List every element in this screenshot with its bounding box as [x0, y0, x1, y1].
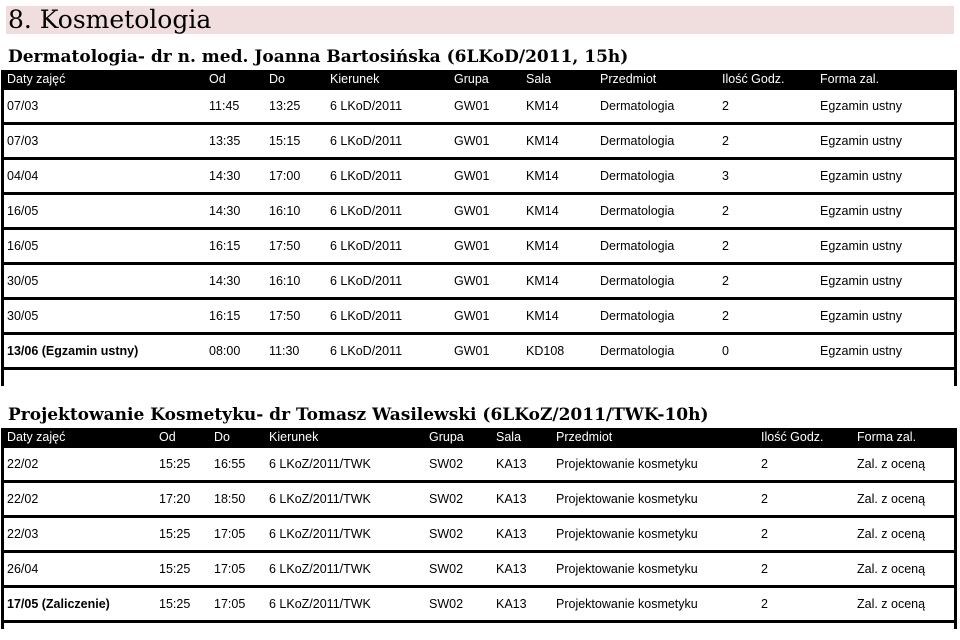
col-header-forma: Forma zal.	[814, 70, 957, 89]
col-header-przedmiot: Przedmiot	[550, 428, 755, 447]
table-row	[1, 299, 957, 334]
cell-sala: KA13	[490, 517, 550, 552]
cell-godz: 2	[716, 194, 814, 229]
col-header-sala: Sala	[520, 70, 594, 89]
cell-sala: KM14	[520, 264, 594, 299]
cell-forma: Egzamin ustny	[814, 124, 957, 159]
schedule-table-projektowanie	[1, 428, 957, 623]
cell-godz: 2	[716, 89, 814, 124]
cell-kierunek: 6 LKoD/2011	[324, 334, 448, 369]
cell-kierunek: 6 LKoD/2011	[324, 299, 448, 334]
table-row	[1, 229, 957, 264]
cell-przedmiot: Projektowanie kosmetyku	[550, 552, 755, 587]
col-header-kierunek: Kierunek	[263, 428, 423, 447]
cell-kierunek: 6 LKoD/2011	[324, 264, 448, 299]
cell-date: 22/02	[1, 447, 153, 482]
col-header-godz: Ilość Godz.	[716, 70, 814, 89]
cell-forma: Egzamin ustny	[814, 194, 957, 229]
cell-forma: Egzamin ustny	[814, 334, 957, 369]
cell-przedmiot: Dermatologia	[594, 194, 716, 229]
cell-forma: Egzamin ustny	[814, 89, 957, 124]
cell-godz: 0	[716, 334, 814, 369]
cell-forma: Egzamin ustny	[814, 159, 957, 194]
cell-sala: KM14	[520, 124, 594, 159]
cell-from: 08:00	[203, 334, 263, 369]
cell-to: 15:15	[263, 124, 324, 159]
cell-sala: KA13	[490, 447, 550, 482]
cell-to: 16:10	[263, 264, 324, 299]
cell-date: 30/05	[1, 299, 203, 334]
cell-from: 14:30	[203, 159, 263, 194]
cell-przedmiot: Dermatologia	[594, 264, 716, 299]
page-heading: 8. Kosmetologia	[6, 6, 954, 34]
col-header-grupa: Grupa	[423, 428, 490, 447]
cell-date: 22/02	[1, 482, 153, 517]
cell-to: 17:50	[263, 229, 324, 264]
cell-sala: KA13	[490, 482, 550, 517]
cell-forma: Zal. z oceną	[851, 587, 957, 622]
cell-to: 17:50	[263, 299, 324, 334]
cell-grupa: GW01	[448, 299, 520, 334]
cell-sala: KM14	[520, 89, 594, 124]
cell-forma: Egzamin ustny	[814, 299, 957, 334]
cell-kierunek: 6 LKoD/2011	[324, 124, 448, 159]
cell-przedmiot: Projektowanie kosmetyku	[550, 517, 755, 552]
cell-date: 13/06 (Egzamin ustny)	[1, 334, 203, 369]
cell-grupa: GW01	[448, 124, 520, 159]
cell-grupa: SW02	[423, 587, 490, 622]
cell-godz: 2	[716, 299, 814, 334]
cell-przedmiot: Dermatologia	[594, 229, 716, 264]
cell-godz: 2	[716, 264, 814, 299]
col-header-date: Daty zajęć	[1, 70, 203, 89]
cell-grupa: SW02	[423, 447, 490, 482]
schedule-table-dermatologia	[1, 70, 957, 370]
cell-date: 07/03	[1, 124, 203, 159]
cell-sala: KA13	[490, 587, 550, 622]
cell-to: 17:00	[263, 159, 324, 194]
cell-kierunek: 6 LKoZ/2011/TWK	[263, 517, 423, 552]
table-row	[1, 194, 957, 229]
col-header-from: Od	[203, 70, 263, 89]
col-header-godz: Ilość Godz.	[755, 428, 851, 447]
cell-to: 17:05	[208, 587, 263, 622]
cell-przedmiot: Dermatologia	[594, 334, 716, 369]
cell-from: 14:30	[203, 264, 263, 299]
cell-przedmiot: Dermatologia	[594, 89, 716, 124]
cell-forma: Zal. z oceną	[851, 447, 957, 482]
cell-grupa: GW01	[448, 334, 520, 369]
cell-kierunek: 6 LKoZ/2011/TWK	[263, 587, 423, 622]
table-row	[1, 334, 957, 369]
cell-kierunek: 6 LKoZ/2011/TWK	[263, 552, 423, 587]
cell-date: 30/05	[1, 264, 203, 299]
table-row	[1, 552, 957, 587]
cell-przedmiot: Projektowanie kosmetyku	[550, 587, 755, 622]
cell-from: 17:20	[153, 482, 208, 517]
cell-to: 18:50	[208, 482, 263, 517]
cell-to: 17:05	[208, 517, 263, 552]
section-title-dermatologia: Dermatologia- dr n. med. Joanna Bartosińska (6LKoD/2011, 15h)	[8, 47, 629, 67]
cell-godz: 3	[716, 159, 814, 194]
cell-grupa: SW02	[423, 482, 490, 517]
cell-from: 15:25	[153, 552, 208, 587]
cell-from: 16:15	[203, 299, 263, 334]
table-row	[1, 482, 957, 517]
cell-kierunek: 6 LKoZ/2011/TWK	[263, 482, 423, 517]
cell-przedmiot: Dermatologia	[594, 159, 716, 194]
col-header-forma: Forma zal.	[851, 428, 957, 447]
cell-date: 22/03	[1, 517, 153, 552]
cell-from: 13:35	[203, 124, 263, 159]
table-row	[1, 447, 957, 482]
cell-sala: KM14	[520, 159, 594, 194]
col-header-kierunek: Kierunek	[324, 70, 448, 89]
col-header-to: Do	[263, 70, 324, 89]
col-header-to: Do	[208, 428, 263, 447]
cell-date: 26/04	[1, 552, 153, 587]
cell-przedmiot: Dermatologia	[594, 124, 716, 159]
cell-sala: KM14	[520, 229, 594, 264]
cell-grupa: GW01	[448, 264, 520, 299]
cell-grupa: GW01	[448, 159, 520, 194]
cell-przedmiot: Projektowanie kosmetyku	[550, 482, 755, 517]
cell-sala: KD108	[520, 334, 594, 369]
table-row	[1, 159, 957, 194]
cell-forma: Egzamin ustny	[814, 229, 957, 264]
col-header-from: Od	[153, 428, 208, 447]
cell-kierunek: 6 LKoD/2011	[324, 89, 448, 124]
table-header-row	[1, 428, 957, 447]
cell-to: 13:25	[263, 89, 324, 124]
cell-from: 16:15	[203, 229, 263, 264]
cell-to: 11:30	[263, 334, 324, 369]
cell-grupa: GW01	[448, 89, 520, 124]
cell-from: 15:25	[153, 447, 208, 482]
col-header-grupa: Grupa	[448, 70, 520, 89]
table-header-row	[1, 70, 957, 89]
cell-kierunek: 6 LKoD/2011	[324, 159, 448, 194]
cell-forma: Zal. z oceną	[851, 552, 957, 587]
cell-godz: 2	[755, 587, 851, 622]
cell-from: 15:25	[153, 587, 208, 622]
cell-grupa: SW02	[423, 552, 490, 587]
cell-from: 15:25	[153, 517, 208, 552]
col-header-date: Daty zajęć	[1, 428, 153, 447]
col-header-sala: Sala	[490, 428, 550, 447]
cell-grupa: GW01	[448, 229, 520, 264]
cell-from: 14:30	[203, 194, 263, 229]
cell-godz: 2	[716, 124, 814, 159]
cell-przedmiot: Projektowanie kosmetyku	[550, 447, 755, 482]
cell-date: 16/05	[1, 194, 203, 229]
cell-date: 04/04	[1, 159, 203, 194]
cell-godz: 2	[716, 229, 814, 264]
table-row	[1, 264, 957, 299]
section-title-projektowanie: Projektowanie Kosmetyku- dr Tomasz Wasilewski (6LKoZ/2011/TWK-10h)	[8, 405, 709, 425]
cell-kierunek: 6 LKoZ/2011/TWK	[263, 447, 423, 482]
cell-przedmiot: Dermatologia	[594, 299, 716, 334]
table-row	[1, 517, 957, 552]
cell-from: 11:45	[203, 89, 263, 124]
table-row	[1, 587, 957, 622]
cell-godz: 2	[755, 482, 851, 517]
cell-to: 17:05	[208, 552, 263, 587]
cell-to: 16:55	[208, 447, 263, 482]
cell-sala: KM14	[520, 194, 594, 229]
cell-godz: 2	[755, 447, 851, 482]
cell-date: 16/05	[1, 229, 203, 264]
cell-forma: Egzamin ustny	[814, 264, 957, 299]
cell-grupa: GW01	[448, 194, 520, 229]
cell-date: 17/05 (Zaliczenie)	[1, 587, 153, 622]
cell-kierunek: 6 LKoD/2011	[324, 194, 448, 229]
table-row	[1, 124, 957, 159]
cell-to: 16:10	[263, 194, 324, 229]
cell-sala: KM14	[520, 299, 594, 334]
cell-godz: 2	[755, 552, 851, 587]
cell-godz: 2	[755, 517, 851, 552]
col-header-przedmiot: Przedmiot	[594, 70, 716, 89]
cell-kierunek: 6 LKoD/2011	[324, 229, 448, 264]
cell-date: 07/03	[1, 89, 203, 124]
cell-sala: KA13	[490, 552, 550, 587]
cell-forma: Zal. z oceną	[851, 517, 957, 552]
cell-forma: Zal. z oceną	[851, 482, 957, 517]
cell-grupa: SW02	[423, 517, 490, 552]
table-row	[1, 89, 957, 124]
